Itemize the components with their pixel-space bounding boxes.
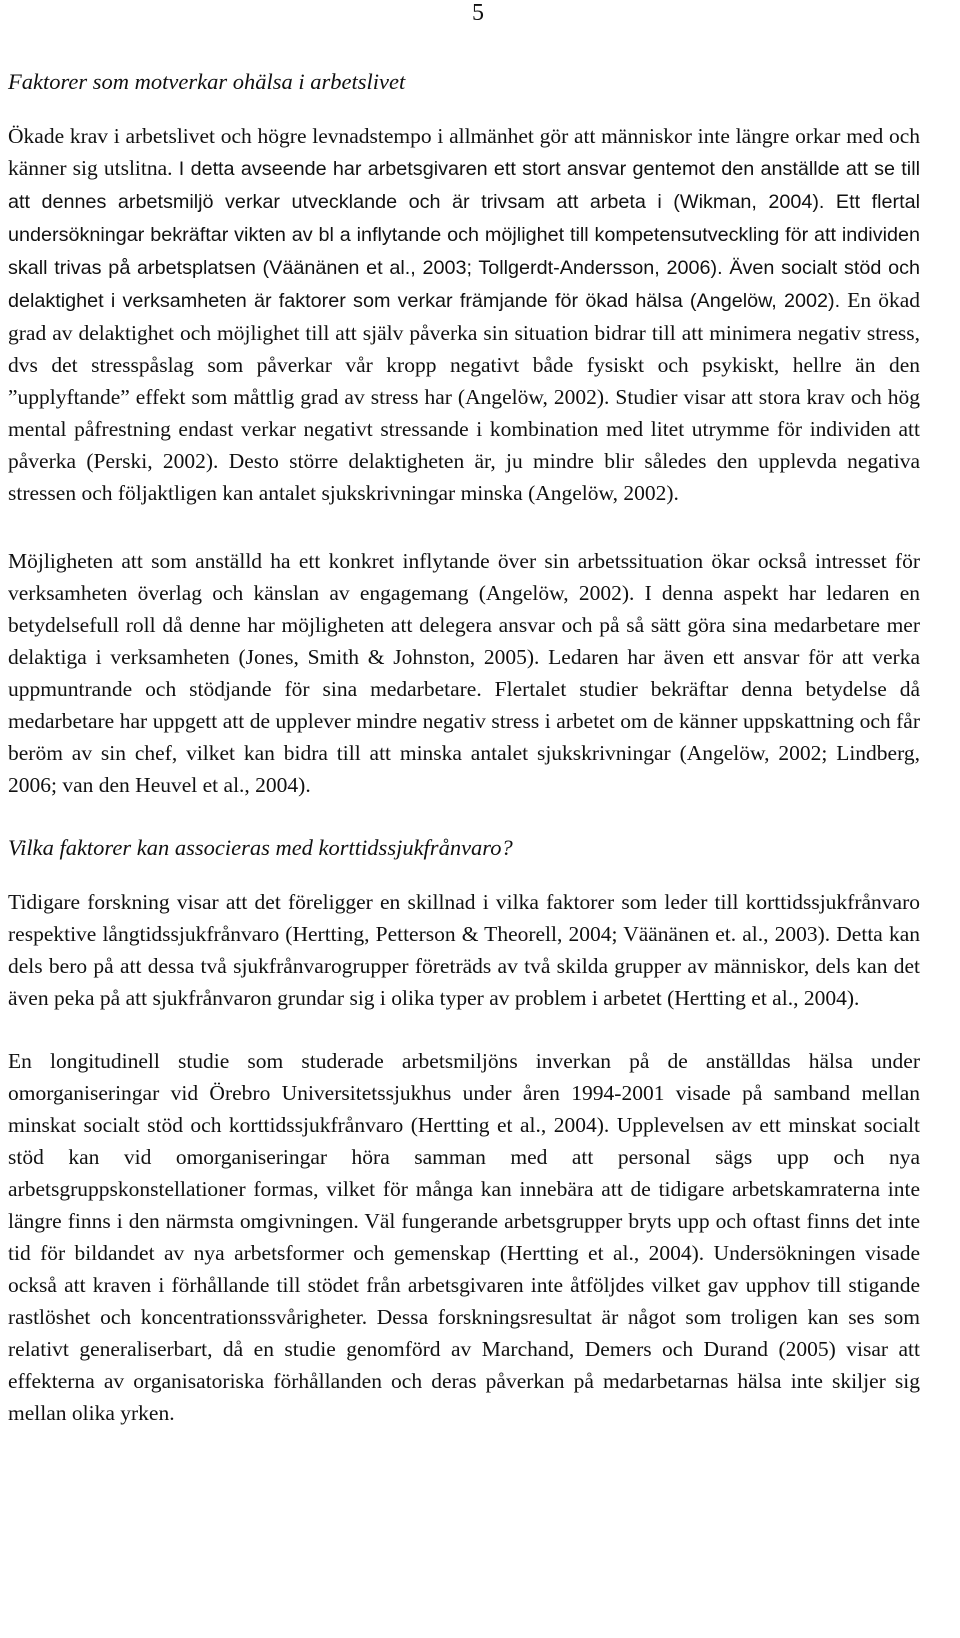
paragraph-3: Tidigare forskning visar att det föreligger en skillnad i vilka faktorer som leder till korttidssjukfrånvaro respektive långtidssjukfrånvaro (Hertting, Petterson & Theorell, 2004; Väänänen et. al., 2003). Detta kan dels bero på att dessa två sjukfrånvarogrupper företräds av två skilda grupper av människor, dels kan det även peka på att sjukfrånvaron grundar sig i olika typer av problem i arbetet (Hertting et al., 2004). xyxy=(8,890,920,1010)
paragraph-1 xyxy=(8,120,920,509)
page-number: 5 xyxy=(472,0,484,26)
section-heading-factors: Faktorer som motverkar ohälsa i arbetslivet xyxy=(8,69,406,94)
section-heading-short-term-absence: Vilka faktorer kan associeras med korttidssjukfrånvaro? xyxy=(8,835,513,860)
paragraph-1-sans-part: I detta avseende har arbetsgivaren ett stort ansvar gentemot den anställde att se till att dennes arbetsmiljö verkar utvecklande och är trivsam att arbeta i (Wikman, 2004). Ett flertal undersökningar bekräftar vikten av bl a inflytande och möjlighet till kompetensutveckling för att individen skall trivas på arbetsplatsen (Väänänen et al., 2003; Tollgerdt-Andersson, 2006). Även socialt stöd och delaktighet i verksamheten är faktorer som verkar främjande för ökad hälsa (Angelöw, 2002). xyxy=(8,158,920,312)
paragraph-4: En longitudinell studie som studerade arbetsmiljöns inverkan på de anställdas hälsa under omorganiseringar vid Örebro Universitetssjukhus under åren 1994-2001 visade på samband mellan minskat socialt stöd och korttidssjukfrånvaro (Hertting et al., 2004). Upplevelsen av ett minskat socialt stöd kan vid omorganiseringar höra samman med att personal sägs upp och nya arbetsgruppskonstellationer formas, vilket för många kan innebära att de tidigare arbetskamraterna inte längre finns i den närmsta omgivningen. Väl fungerande arbetsgrupper bryts upp och oftast finns det inte tid för bildandet av nya arbetsformer och gemenskap (Hertting et al., 2004). Undersökningen visade också att kraven i förhållande till stödet från arbetsgivaren inte åtföljdes vilket gav upphov till stigande rastlöshet och koncentrationssvårigheter. Dessa forskningsresultat är något som troligen kan ses som relativt generaliserbart, då en studie genomförd av Marchand, Demers och Durand (2005) visar att effekterna av organisatoriska förhållanden och deras påverkan på medarbetarnas hälsa inte skiljer sig mellan olika yrken. xyxy=(8,1049,920,1425)
paragraph-2: Möjligheten att som anställd ha ett konkret inflytande över sin arbetssituation ökar också intresset för verksamheten överlag och känslan av engagemang (Angelöw, 2002). I denna aspekt har ledaren en betydelsefull roll då denne har möjligheten att delegera ansvar och på så sätt göra sina medarbetare mer delaktiga i verksamheten (Jones, Smith & Johnston, 2005). Ledaren har även ett ansvar för att verka uppmuntrande och stödjande för sina medarbetare. Flertalet studier bekräftar denna betydelse då medarbetare har uppgett att de upplever mindre negativ stress i arbetet om de känner uppskattning och får beröm av sin chef, vilket kan bidra till att minska antalet sjukskrivningar (Angelöw, 2002; Lindberg, 2006; van den Heuvel et al., 2004). xyxy=(8,549,920,797)
paragraph-1-lead: Ökade krav i arbetslivet och högre levnadstempo i allmänhet gör att människor inte längre orkar med och känner sig utslitna. xyxy=(8,124,920,180)
document-body xyxy=(8,66,920,1429)
paragraph-1-tail: En ökad grad av delaktighet och möjlighet till att själv påverka sin situation bidrar till att minimera negativ stress, dvs det stresspåslag som påverkar vår kropp negativt både fysiskt och psykiskt, hellre än den ”upplyftande” effekt som måttlig grad av stress har (Angelöw, 2002). Studier visar att stora krav och hög mental påfrestning endast verkar negativt stressande i kombination med litet utrymme för individen att påverka (Perski, 2002). Desto större delaktigheten är, ju mindre blir således den upplevda negativa stressen och följaktligen kan antalet sjukskrivningar minska (Angelöw, 2002). xyxy=(8,288,920,505)
